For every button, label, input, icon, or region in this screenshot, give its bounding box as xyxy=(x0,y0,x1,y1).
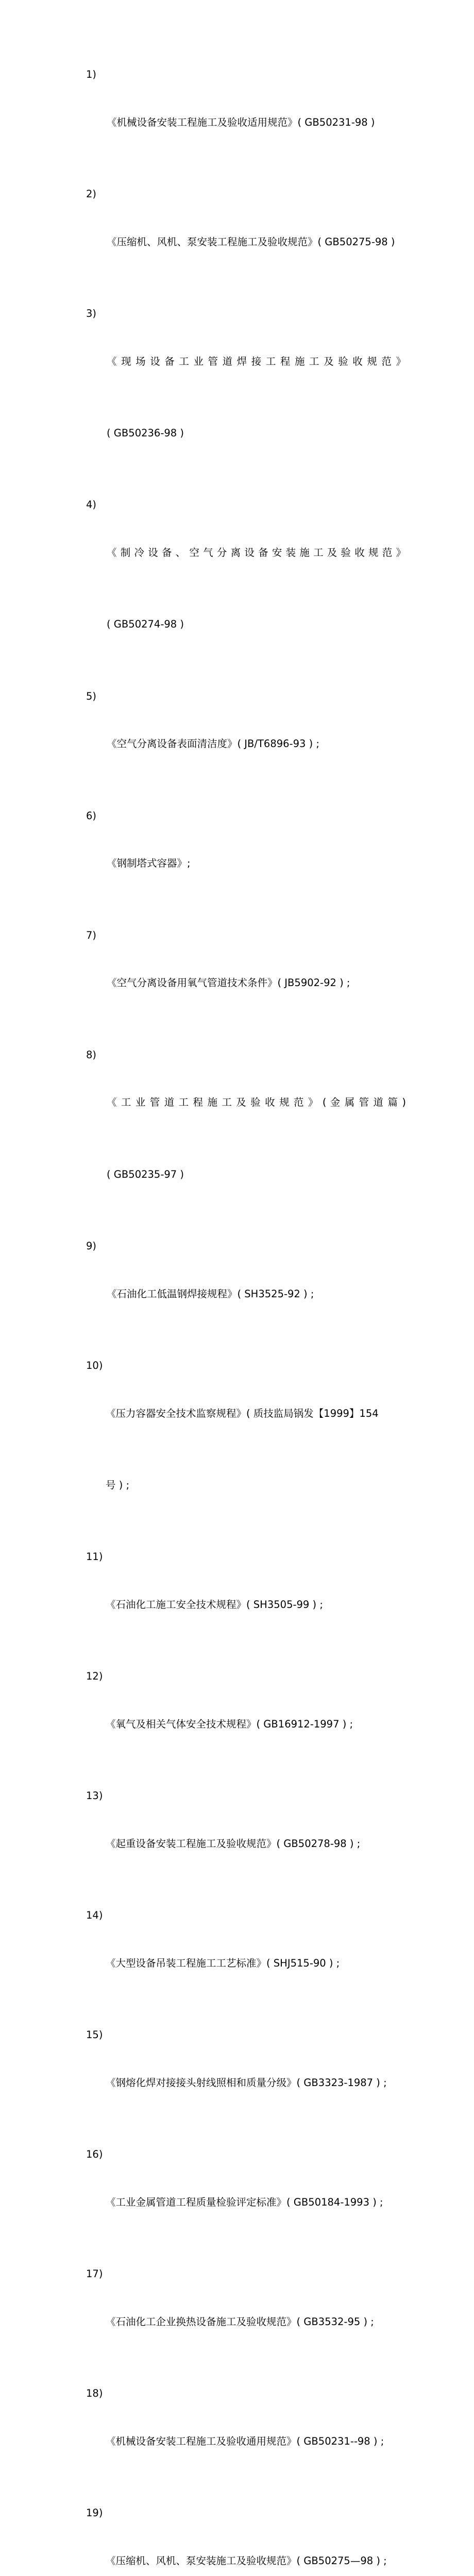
list-item xyxy=(86,685,416,804)
item-line: 《空气分离设备表面清洁度》( JB/T6896-93 ) ; xyxy=(107,738,319,750)
item-number: 19) xyxy=(86,2507,103,2519)
item-number: 17) xyxy=(86,2268,103,2280)
item-number: 11) xyxy=(86,1551,103,1563)
item-line: 《石油化工施工安全技术规程》( SH3505-99 ) ; xyxy=(106,1599,323,1611)
list-item xyxy=(86,1545,416,1665)
item-number: 10) xyxy=(86,1359,103,1371)
item-text xyxy=(106,1354,379,1545)
item-text xyxy=(107,924,350,1043)
list-item xyxy=(86,1904,416,2023)
item-text xyxy=(106,2501,387,2576)
list-item xyxy=(86,1784,416,1904)
item-text xyxy=(106,1665,353,1784)
item-number: 15) xyxy=(86,2029,103,2041)
item-number: 18) xyxy=(86,2387,103,2400)
item-line: 《空气分离设备用氧气管道技术条件》( JB5902-92 ) ; xyxy=(107,977,350,989)
item-line: 《压力容器安全技术监察规程》( 质技监局锅发【1999】154 xyxy=(106,1407,379,1419)
item-line: 《钢制塔式容器》; xyxy=(107,857,191,870)
item-line: 《大型设备吊装工程施工工艺标准》( SHJ515-90 ) ; xyxy=(106,1957,340,1970)
list-item xyxy=(86,2262,416,2382)
list-item xyxy=(86,302,416,493)
item-line: 《机械设备安装工程施工及验收适用规范》( GB50231-98 ) xyxy=(107,116,375,128)
list-item xyxy=(86,182,416,302)
item-text xyxy=(107,1043,406,1234)
item-number: 2) xyxy=(86,188,97,200)
item-text xyxy=(106,1904,340,2023)
item-text xyxy=(106,2262,374,2382)
item-text xyxy=(107,493,406,684)
list-item xyxy=(86,804,416,924)
item-text xyxy=(107,685,319,804)
item-line-continued: ( GB50274-98 ) xyxy=(107,618,184,631)
item-line: 《石油化工企业换热设备施工及验收规范》( GB3532-95 ) ; xyxy=(106,2316,374,2328)
item-number: 7) xyxy=(86,929,97,941)
item-line: 《工业金属管道工程质量检验评定标准》( GB50184-1993 ) ; xyxy=(106,2196,383,2209)
list-item xyxy=(86,1043,416,1234)
item-text xyxy=(107,302,406,493)
item-line-continued: 号 ) ; xyxy=(106,1479,130,1491)
list-item xyxy=(86,1234,416,1354)
item-text xyxy=(106,2382,384,2501)
item-number: 4) xyxy=(86,499,97,511)
item-number: 8) xyxy=(86,1048,97,1061)
item-line: 《 工 业 管 道 工 程 施 工 及 验 收 规 范 》 ( 金 属 管 道 篇 ) xyxy=(107,1096,406,1109)
item-text xyxy=(107,1234,314,1354)
item-line: 《压缩机、风机、泵安装施工及验收规范》( GB50275—98 ) ; xyxy=(106,2555,387,2567)
item-line: 《钢熔化焊对接接头射线照相和质量分级》( GB3323-1987 ) ; xyxy=(106,2077,387,2089)
item-number: 9) xyxy=(86,1240,97,1252)
list-item xyxy=(86,1354,416,1545)
list-item xyxy=(86,493,416,684)
item-text xyxy=(107,63,375,182)
item-number: 16) xyxy=(86,2148,103,2161)
list-item xyxy=(86,924,416,1043)
item-line: 《氧气及相关气体安全技术规程》( GB16912-1997 ) ; xyxy=(106,1718,353,1731)
reference-list xyxy=(86,63,416,2576)
item-text xyxy=(106,1784,360,1904)
item-line-continued: ( GB50235-97 ) xyxy=(107,1168,184,1180)
item-text xyxy=(106,2143,383,2262)
item-line: 《机械设备安装工程施工及验收通用规范》( GB50231--98 ) ; xyxy=(106,2435,384,2448)
item-text xyxy=(107,804,191,924)
list-item xyxy=(86,2143,416,2262)
item-number: 5) xyxy=(86,690,97,702)
list-item xyxy=(86,1665,416,1784)
item-number: 1) xyxy=(86,69,97,80)
item-line-continued: ( GB50236-98 ) xyxy=(107,427,184,439)
item-number: 14) xyxy=(86,1909,103,1922)
list-item xyxy=(86,2023,416,2143)
item-line: 《 现 场 设 备 工 业 管 道 焊 接 工 程 施 工 及 验 收 规 范 》 xyxy=(107,355,406,367)
list-item xyxy=(86,2382,416,2501)
list-item xyxy=(86,2501,416,2576)
item-text xyxy=(106,1545,323,1665)
item-line: 《压缩机、风机、泵安装工程施工及验收规范》( GB50275-98 ) xyxy=(107,235,395,248)
list-item xyxy=(86,63,416,182)
item-text xyxy=(107,182,395,302)
item-number: 13) xyxy=(86,1790,103,1802)
item-number: 12) xyxy=(86,1670,103,1683)
item-line: 《 制 冷 设 备 、 空 气 分 离 设 备 安 装 施 工 及 验 收 规 范 》 xyxy=(107,547,406,559)
item-line: 《起重设备安装工程施工及验收规范》( GB50278-98 ) ; xyxy=(106,1838,361,1850)
item-text xyxy=(106,2023,387,2143)
item-line: 《石油化工低温钢焊接规程》( SH3525-92 ) ; xyxy=(107,1287,314,1300)
item-number: 6) xyxy=(86,809,97,822)
item-number: 3) xyxy=(86,308,97,320)
